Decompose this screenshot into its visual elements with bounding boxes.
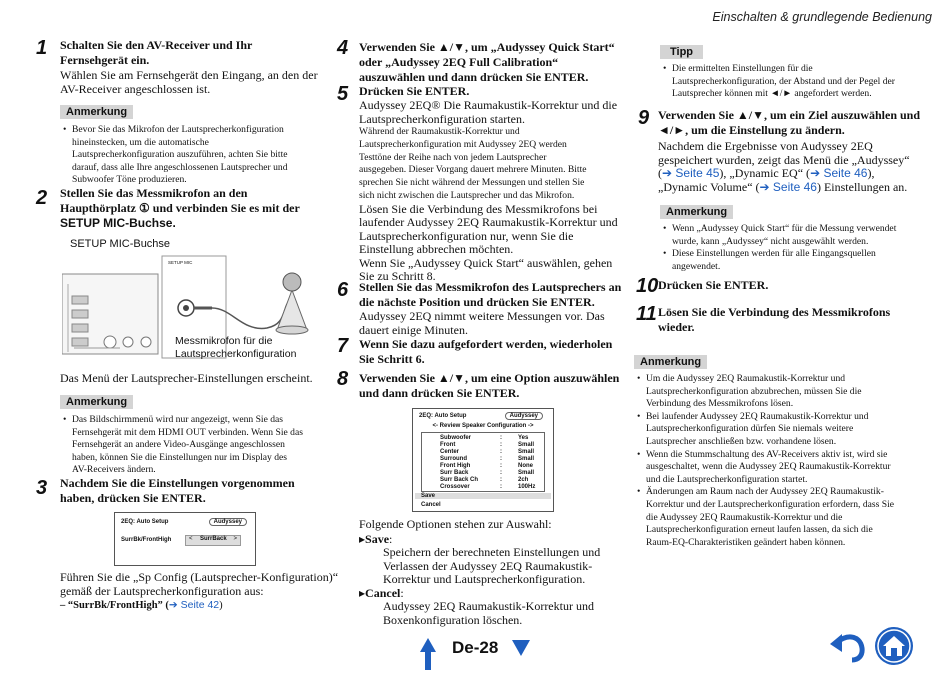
- page-number: De-28: [452, 638, 499, 657]
- osd-auto-setup: [114, 512, 256, 566]
- small-line: Während der Raumakustik-Korrektur und: [359, 126, 520, 137]
- note-list: [634, 373, 934, 549]
- body-text: ) Einstellungen an.: [816, 179, 908, 194]
- note-line: Lautsprecherkonfiguration erneut laufen lassen, da sich die: [646, 524, 873, 536]
- step-title: auszuwählen und dann drücken Sie ENTER.: [359, 70, 589, 84]
- prev-page-button[interactable]: [420, 638, 436, 675]
- note-line: und die Lautsprecherkonfiguration startet.: [646, 473, 808, 485]
- osd-cancel[interactable]: Cancel: [421, 502, 441, 508]
- step-number: 10: [636, 275, 659, 297]
- step-body: Audyssey 2EQ nimmt weitere Messungen vor. Das: [359, 309, 605, 323]
- step-title: Fernsehgerät ein.: [60, 53, 150, 67]
- note-line: ausgeschaltet, wenn die Audyssey 2EQ Raumakustik-Korrektur: [646, 461, 891, 473]
- option-cancel: ▸Cancel:: [359, 585, 404, 600]
- step-title: die nächste Position und drücken Sie ENTER.: [359, 295, 595, 309]
- osd-row-key: Surr Back Ch: [440, 477, 479, 483]
- osd-title: 2EQ: Auto Setup: [419, 413, 467, 419]
- small-line: Lautsprecherkonfiguration mit Audyssey 2EQ werden: [359, 138, 567, 150]
- note-label: Anmerkung: [60, 105, 133, 119]
- note-line: haben, können Sie die Einstellungen nur im Display des: [72, 451, 288, 463]
- step-number: 1: [36, 37, 48, 59]
- osd-row-value[interactable]: [185, 535, 241, 546]
- tip-item: [672, 63, 938, 101]
- step-body: Nachdem die Ergebnisse von Audyssey 2EQ: [658, 139, 873, 153]
- note-item: [646, 411, 934, 449]
- config-item-text: ): [219, 600, 223, 611]
- note-line: Änderungen am Raum nach der Audyssey 2EQ Raumakustik-: [646, 486, 884, 498]
- note-line: Wenn die Stummschaltung des AV-Receivers aktiv ist, wird sie: [646, 448, 888, 460]
- osd-config-row: [422, 435, 544, 442]
- page-link[interactable]: ➔ Seite 46: [759, 179, 817, 194]
- osd-config-row: [422, 442, 544, 449]
- option-save-label: Save: [365, 531, 390, 546]
- step-number: 8: [337, 368, 349, 390]
- page-link[interactable]: ➔ Seite 45: [662, 166, 720, 180]
- setup-mic-figure: [62, 238, 332, 368]
- osd-row-colon: :: [500, 449, 502, 455]
- step-body: AV-Receiver angeschlossen ist.: [60, 81, 211, 96]
- osd-row-value: Yes: [518, 435, 529, 441]
- note-line: Lautsprecherkonfiguration dürfen Sie niemals weitere: [646, 423, 854, 435]
- body-text: ),: [867, 166, 875, 180]
- step-title: Drücken Sie ENTER.: [359, 84, 470, 98]
- small-line: Testtöne der Reihe nach von jedem Lautsprecher: [359, 151, 547, 163]
- next-page-button[interactable]: [512, 640, 530, 661]
- page-link[interactable]: ➔ Seite 46: [810, 166, 868, 180]
- step-title: haben, drücken Sie ENTER.: [60, 491, 206, 505]
- note-line: Wenn „Audyssey Quick Start“ für die Messung verwendet: [672, 223, 897, 234]
- note-line: die Audyssey 2EQ Raumakustik-Korrektur und die: [646, 511, 843, 523]
- note-label: Anmerkung: [634, 355, 707, 369]
- body-line: Einstellung abbrechen möchten.: [359, 242, 514, 257]
- osd-row-key: Crossover: [440, 484, 470, 490]
- note-item: [646, 486, 934, 549]
- body-text: gemäß der Lautsprecherkonfiguration aus:: [60, 583, 264, 598]
- tip-line: Die ermittelten Einstellungen für die: [672, 63, 813, 74]
- note-line: darauf, dass alle Ihre angeschlossenen Lautsprecher und: [72, 161, 288, 173]
- step-title: Stellen Sie das Messmikrofon des Lautsprechers an: [359, 280, 622, 294]
- note-line: Lautsprecherkonfiguration abzubrechen, müssen Sie die: [646, 385, 862, 397]
- osd-value-text: SurrBack: [200, 536, 227, 542]
- setup-mic-text: SETUP MIC-Buchse.: [60, 216, 176, 230]
- osd-row-value: None: [518, 463, 533, 469]
- osd-row-key: Surround: [440, 456, 467, 462]
- step-title: Nachdem Sie die Einstellungen vorgenommen: [60, 476, 295, 490]
- osd-config-row: [422, 470, 544, 477]
- step-body: [359, 203, 624, 284]
- note-line: Lautsprecher anschließen bzw. vorhandene lösen.: [646, 435, 837, 447]
- step-number: 6: [337, 279, 349, 301]
- back-button[interactable]: [830, 630, 868, 669]
- osd-save[interactable]: Save: [415, 493, 551, 499]
- osd-rows: [421, 432, 545, 492]
- option-line: Korrektur und Lautsprecherkonfiguration.: [383, 572, 586, 586]
- body-line: Lautsprecherkonfiguration nur, wenn Sie die: [359, 228, 574, 243]
- options-intro: Folgende Optionen stehen zur Auswahl:: [359, 517, 552, 531]
- osd-row-key: Subwoofer: [440, 435, 471, 441]
- note-line: Lautsprecherkonfiguration auszuführen, achten Sie bitte: [72, 149, 288, 161]
- step-body: Wählen Sie am Fernsehgerät den Eingang, an den der: [60, 68, 318, 82]
- osd-row-value: 2ch: [518, 477, 529, 483]
- osd-row-colon: :: [500, 435, 502, 441]
- step-number: 11: [636, 303, 657, 325]
- osd-badge: Audyssey: [505, 412, 543, 420]
- fig-mic-caption: [175, 335, 296, 361]
- osd-row-value: Small: [518, 470, 535, 476]
- option-save-body: [359, 546, 624, 587]
- step-title: Verwenden Sie ▲/▼, um „Audyssey Quick Start“: [359, 40, 615, 54]
- note-line: Subwoofer Töne produzieren.: [72, 174, 187, 186]
- tip-label: Tipp: [660, 45, 703, 59]
- step-title: ◄/►, um die Einstellung zu ändern.: [658, 123, 845, 137]
- home-button[interactable]: [874, 626, 914, 671]
- body-text: (: [658, 166, 662, 180]
- step-number: 9: [638, 107, 650, 129]
- note-line: Raum-EQ-Charakteristiken geändert haben können.: [646, 536, 846, 548]
- note-line: Verbindung des Messmikrofons lösen.: [646, 398, 794, 410]
- small-line: ausgegeben. Dieser Vorgang dauert mehrere Minuten. Bitte: [359, 164, 587, 176]
- note-line: Das Bildschirmmenü wird nur angezeigt, wenn Sie das: [72, 414, 284, 425]
- body-text: ), „Dynamic EQ“ (: [719, 166, 811, 180]
- osd-row-key: Center: [440, 449, 460, 455]
- body-line: laufender Audyssey 2EQ Raumakustik-Korrektur und: [359, 215, 618, 230]
- fig-mic-caption-line: Messmikrofon für die: [175, 335, 273, 347]
- step-body: Lautsprecherkonfiguration starten.: [359, 111, 525, 126]
- note-list: [660, 223, 940, 273]
- note-line: Korrektur und der Lautsprecherkonfiguration erfordern, dass Sie: [646, 498, 895, 510]
- step-title: Drücken Sie ENTER.: [658, 278, 769, 292]
- osd-row-value: Small: [518, 456, 535, 462]
- step-title: und dann drücken Sie ENTER.: [359, 386, 520, 400]
- note-line: wurde, kann „Audyssey“ nicht ausgewählt werden.: [672, 235, 869, 247]
- step-title: oder „Audyssey 2EQ Full Calibration“: [359, 55, 559, 69]
- osd-row-key: Front High: [440, 463, 471, 469]
- osd-left-arrow[interactable]: <: [189, 536, 193, 542]
- body-line: Sie zu Schritt 8.: [359, 269, 436, 284]
- step-number: 7: [337, 335, 349, 357]
- note-line: AV-Receivers ändern.: [72, 464, 156, 476]
- option-line: Speichern der berechneten Einstellungen und: [383, 545, 601, 559]
- step-title: Lösen Sie die Verbindung des Messmikrofons: [658, 305, 891, 319]
- tip-line: Lautsprecherkonfiguration, der Abstand und der Pegel der: [672, 75, 895, 87]
- option-cancel-body: [359, 600, 624, 627]
- note-label: Anmerkung: [60, 395, 133, 409]
- step-body: gespeichert wurden, zeigt das Menü die „Audyssey“: [658, 152, 910, 167]
- note-line: hineinstecken, um die automatische: [72, 136, 209, 148]
- arrow-up-icon: [420, 638, 436, 670]
- osd-config-row: [422, 449, 544, 456]
- note-label: Anmerkung: [660, 205, 733, 219]
- osd-row-colon: :: [500, 456, 502, 462]
- note-item: [72, 414, 325, 477]
- option-line: Verlassen der Audyssey 2EQ Raumakustik-: [383, 558, 593, 573]
- osd-badge: Audyssey: [209, 518, 247, 526]
- osd-config-row: [422, 463, 544, 470]
- fig-jack-label: SETUP MIC: [168, 260, 193, 265]
- note-line: Um die Audyssey 2EQ Raumakustik-Korrektur und: [646, 373, 846, 384]
- osd-row-key: Surr Back: [440, 470, 469, 476]
- small-line: sich nicht zwischen die Lautsprecher und das Mikrofon.: [359, 189, 575, 201]
- note-list: [60, 124, 325, 187]
- menu-appears-text: Das Menü der Lautsprecher-Einstellungen erscheint.: [60, 371, 313, 385]
- option-cancel-label: Cancel: [365, 585, 401, 600]
- step-title: Stellen Sie das Messmikrofon an den: [60, 186, 248, 200]
- osd-config-row: [422, 477, 544, 484]
- osd-row-colon: :: [500, 477, 502, 483]
- fig-label-setup-mic: SETUP MIC-Buchse: [70, 238, 171, 250]
- note-item: [72, 124, 325, 187]
- note-list: [60, 414, 325, 477]
- tip-list: [660, 63, 938, 101]
- osd-row-value: 100Hz: [518, 484, 536, 490]
- note-item: [646, 373, 934, 411]
- osd-row-value: Small: [518, 442, 535, 448]
- step-number: 2: [36, 187, 48, 209]
- note-line: Fernsehgerät mit dem HDMI OUT verbinden. Wenn Sie das: [72, 426, 303, 438]
- osd-row-colon: :: [500, 463, 502, 469]
- step-body: [658, 167, 938, 181]
- osd-row-label: SurrBk/FrontHigh: [121, 537, 172, 543]
- option-line: Boxenkonfiguration löschen.: [383, 612, 523, 627]
- step-number: 5: [337, 83, 349, 105]
- osd-row-key: Front: [440, 442, 456, 448]
- home-icon: [874, 626, 914, 666]
- small-line: sprechen Sie nicht während der Messungen und stellen Sie: [359, 177, 585, 189]
- note-item: [646, 449, 934, 487]
- step-body: Audyssey 2EQ® Die Raumakustik-Korrektur und die: [359, 98, 618, 112]
- step-body: [658, 181, 938, 195]
- option-save: ▸Save:: [359, 531, 393, 546]
- note-item: [672, 223, 940, 248]
- osd-right-arrow[interactable]: >: [233, 536, 237, 542]
- osd-row-colon: :: [500, 470, 502, 476]
- note-line: Bei laufender Audyssey 2EQ Raumakustik-Korrektur und: [646, 410, 869, 422]
- step-title: Verwenden Sie ▲/▼, um eine Option auszuwählen: [359, 371, 620, 385]
- section-header: Einschalten & grundlegende Bedienung: [712, 10, 932, 24]
- osd-config-row: [422, 484, 544, 491]
- body-line: Lösen Sie die Verbindung des Messmikrofons bei: [359, 201, 598, 216]
- step-number: 3: [36, 477, 48, 499]
- step-title: Wenn Sie dazu aufgefordert werden, wiederholen: [359, 337, 613, 351]
- step-title: Haupthörplatz ① und verbinden Sie es mit der: [60, 201, 300, 215]
- step-body: dauert einige Minuten.: [359, 322, 468, 337]
- config-item-text: – “SurrBk/FrontHigh” (: [60, 600, 169, 611]
- osd-row-colon: :: [500, 484, 502, 490]
- option-line: Audyssey 2EQ Raumakustik-Korrektur und: [383, 599, 594, 613]
- body-text: „Dynamic Volume“ (: [658, 179, 760, 194]
- step-number: 4: [337, 37, 349, 59]
- step-title: wieder.: [658, 320, 695, 334]
- osd-subtitle: <- Review Speaker Configuration ->: [432, 423, 534, 429]
- osd-config-row: [422, 456, 544, 463]
- step-small: [359, 126, 624, 203]
- note-line: angewendet.: [672, 260, 721, 272]
- step-title: Schalten Sie den AV-Receiver und Ihr: [60, 38, 253, 52]
- body-text: Führen Sie die „Sp Config (Lautsprecher-Konfiguration)“: [60, 570, 339, 584]
- page-link[interactable]: ➔ Seite 42: [168, 599, 220, 611]
- osd-review-config: [412, 408, 554, 512]
- note-line: Bevor Sie das Mikrofon der Lautsprecherkonfiguration: [72, 124, 284, 135]
- config-item: [60, 598, 340, 613]
- step-title: Verwenden Sie ▲/▼, um ein Ziel auszuwählen und: [658, 108, 921, 122]
- body-line: Wenn Sie „Audyssey Quick Start“ auswählen, gehen: [359, 255, 613, 270]
- osd-row-colon: :: [500, 442, 502, 448]
- osd-title: 2EQ: Auto Setup: [121, 519, 169, 525]
- return-arrow-icon: [830, 630, 868, 664]
- osd-row-value: Small: [518, 449, 535, 455]
- arrow-down-icon: [512, 640, 530, 656]
- fig-mic-caption-line: Lautsprecherkonfiguration: [175, 348, 297, 360]
- note-line: Fernsehgerät an andere Video-Ausgänge angeschlossen: [72, 439, 285, 451]
- note-item: [672, 248, 940, 273]
- note-line: Diese Einstellungen werden für alle Eingangsquellen: [672, 248, 876, 260]
- step-title: Sie Schritt 6.: [359, 352, 425, 366]
- step-title: [60, 216, 325, 231]
- tip-line: Lautsprecher können mit ◄/► angefordert werden.: [672, 88, 872, 100]
